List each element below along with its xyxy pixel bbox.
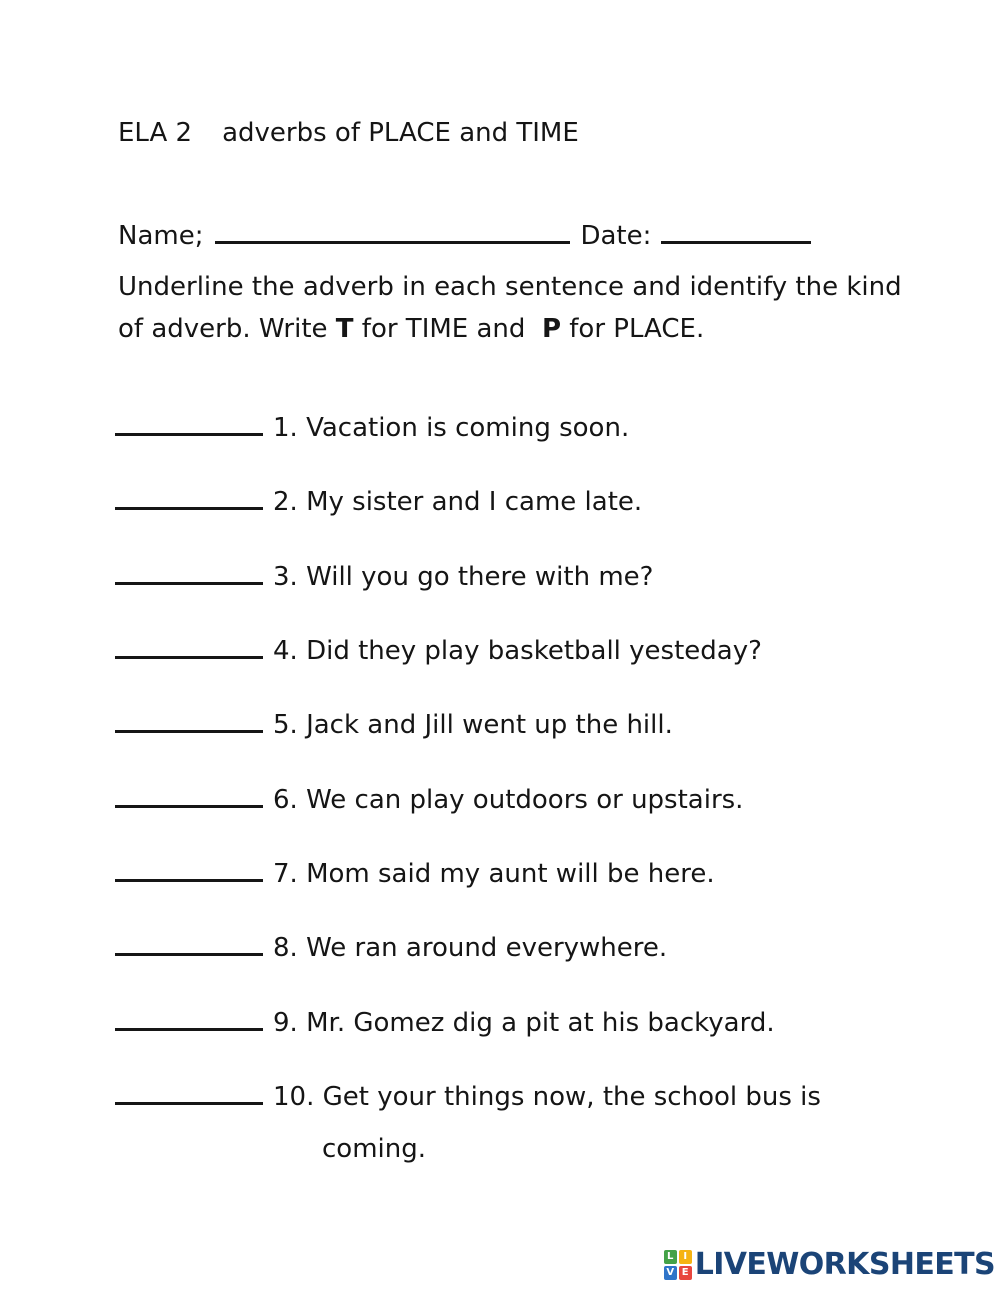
sentence-2 — [273, 487, 642, 518]
sentence-text: Jack and Jill went up the hill. — [306, 710, 673, 740]
item-number: 8. — [273, 933, 298, 963]
sentence-3 — [273, 562, 653, 593]
liveworksheets-logo[interactable] — [664, 1247, 995, 1282]
liveworksheets-wordmark: LIVEWORKSHEETS — [694, 1247, 995, 1282]
worksheet-item-5 — [115, 708, 673, 741]
sentence-8 — [273, 933, 667, 964]
item-number: 2. — [273, 487, 298, 517]
sentence-line1 — [273, 1082, 821, 1113]
instructions-bold-t: T — [335, 314, 354, 344]
answer-blank-6[interactable] — [115, 783, 263, 808]
sentence-text: My sister and I came late. — [306, 487, 643, 517]
sentence-6 — [273, 785, 743, 816]
sentence-text: Mr. Gomez dig a pit at his backyard. — [306, 1008, 775, 1038]
worksheet-item-8 — [115, 931, 667, 964]
item-number: 3. — [273, 562, 298, 592]
sentence-7 — [273, 859, 715, 890]
name-date-row — [118, 219, 811, 251]
answer-blank-7[interactable] — [115, 857, 263, 882]
answer-blank-3[interactable] — [115, 560, 263, 585]
answer-blank-9[interactable] — [115, 1006, 263, 1031]
worksheet-item-6 — [115, 783, 743, 816]
answer-blank-4[interactable] — [115, 634, 263, 659]
logo-tile-v: V — [664, 1266, 677, 1280]
worksheet-title — [118, 118, 579, 148]
answer-blank-1[interactable] — [115, 411, 263, 436]
sentence-text: Did they play basketball yesteday? — [306, 636, 762, 666]
sentence-text: Mom said my aunt will be here. — [306, 859, 715, 889]
worksheet-item-9 — [115, 1006, 775, 1039]
item-number: 7. — [273, 859, 298, 889]
name-label: Name; — [118, 221, 204, 251]
item-number: 10. — [273, 1082, 315, 1112]
liveworksheets-icon — [664, 1250, 692, 1280]
answer-blank-8[interactable] — [115, 931, 263, 956]
worksheet-item-10 — [115, 1080, 821, 1165]
course-code: ELA 2 — [118, 118, 193, 148]
worksheet-item-7 — [115, 857, 715, 890]
instructions-line2-post: for PLACE. — [561, 314, 705, 344]
answer-blank-5[interactable] — [115, 708, 263, 733]
worksheet-item-1 — [115, 411, 629, 444]
sentence-4 — [273, 636, 762, 667]
answer-blank-10[interactable] — [115, 1080, 263, 1105]
instructions — [118, 266, 908, 350]
item-number: 6. — [273, 785, 298, 815]
sentence-text: Vacation is coming soon. — [306, 413, 630, 443]
item-number: 5. — [273, 710, 298, 740]
logo-tile-e: E — [679, 1266, 692, 1280]
date-label: Date: — [580, 221, 652, 251]
sentence-5 — [273, 710, 673, 741]
sentence-9 — [273, 1008, 775, 1039]
sentence-1 — [273, 413, 629, 444]
sentence-text: Get your things now, the school bus is — [322, 1082, 821, 1112]
worksheet-item-4 — [115, 634, 762, 667]
worksheet-topic: adverbs of PLACE and TIME — [222, 118, 579, 148]
instructions-line2-mid: for TIME and — [353, 314, 542, 344]
date-input-line[interactable] — [661, 219, 811, 244]
logo-tile-i: I — [679, 1250, 692, 1264]
worksheet-item-2 — [115, 485, 642, 518]
instructions-line2-pre: of adverb. Write — [118, 314, 336, 344]
logo-tile-l: L — [664, 1250, 677, 1264]
sentence-text: We ran around everywhere. — [306, 933, 668, 963]
item-number: 4. — [273, 636, 298, 666]
instructions-bold-p: P — [541, 314, 561, 344]
name-input-line[interactable] — [215, 219, 570, 244]
instructions-line2 — [118, 308, 908, 350]
sentence-line2: coming. — [322, 1134, 426, 1164]
sentence-10 — [273, 1082, 821, 1165]
sentence-text: Will you go there with me? — [306, 562, 654, 592]
instructions-line1: Underline the adverb in each sentence and identify the kind — [118, 272, 902, 302]
item-number: 1. — [273, 413, 298, 443]
sentence-text: We can play outdoors or upstairs. — [306, 785, 744, 815]
worksheet-item-3 — [115, 560, 653, 593]
answer-blank-2[interactable] — [115, 485, 263, 510]
item-number: 9. — [273, 1008, 298, 1038]
